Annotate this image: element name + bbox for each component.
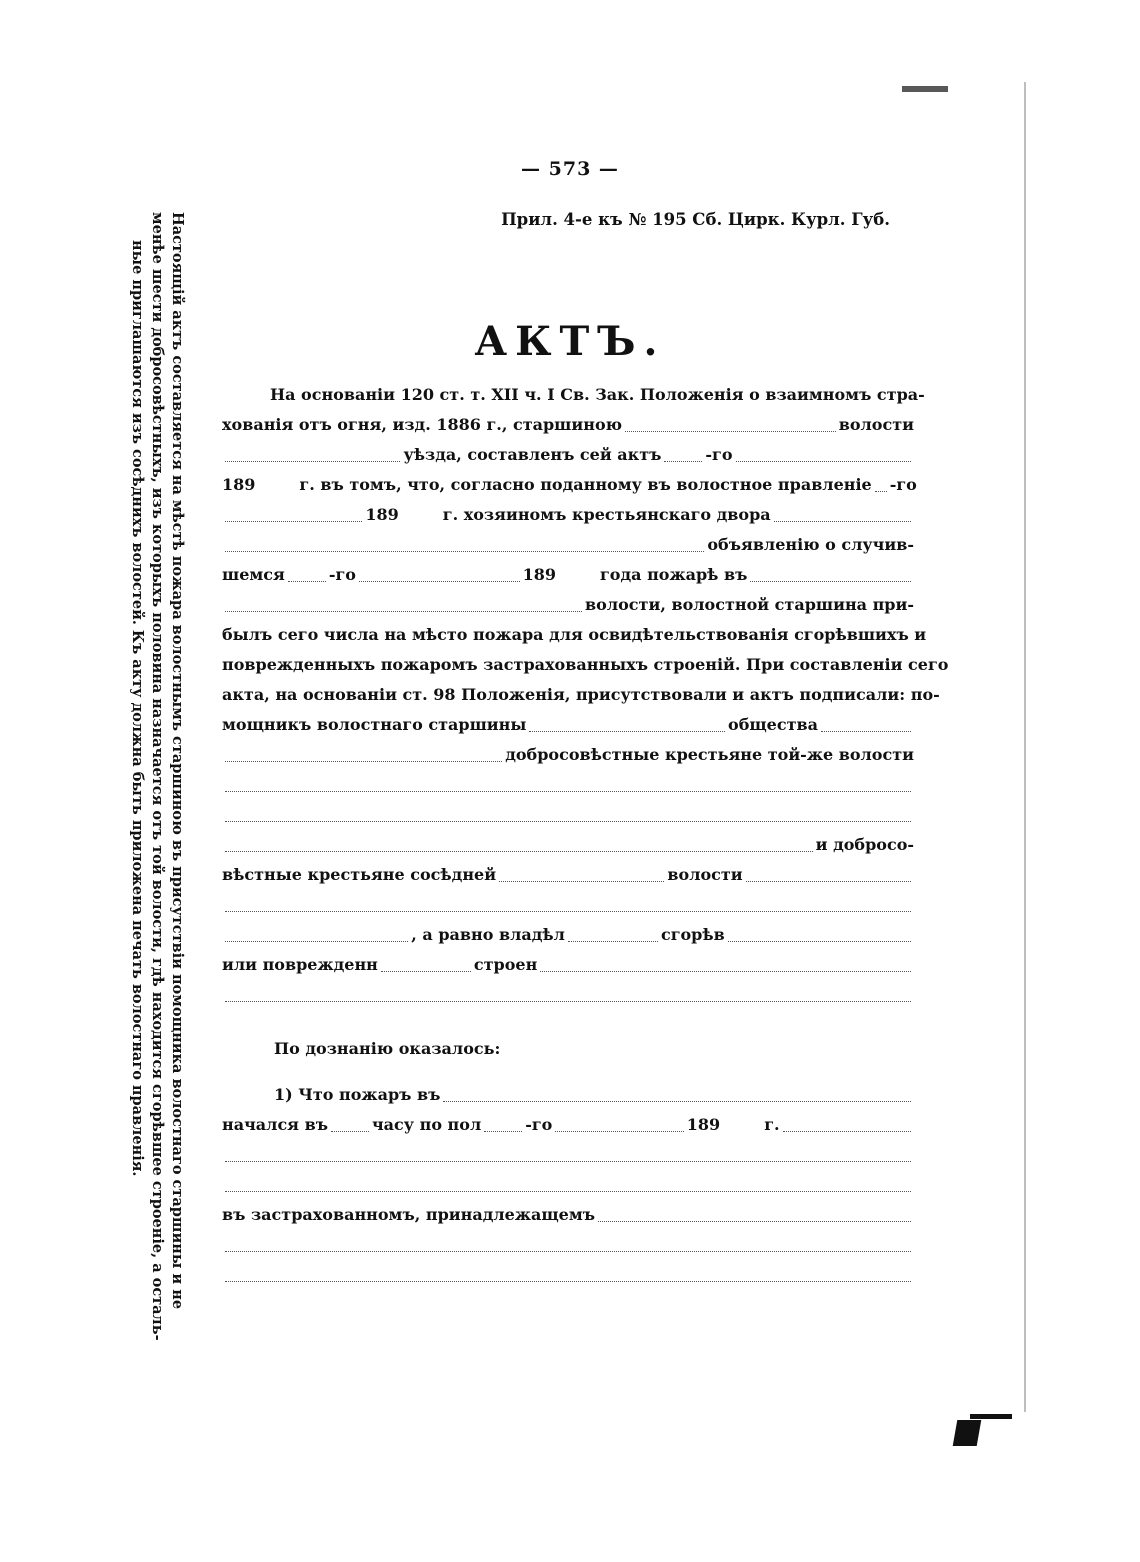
blank-field[interactable]	[736, 461, 911, 462]
blank-field[interactable]	[225, 791, 911, 792]
appendix-reference: Прил. 4-е къ № 195 Сб. Цирк. Курл. Губ.	[501, 210, 890, 229]
blank-field[interactable]	[821, 731, 911, 732]
text: часу по пол	[371, 1115, 482, 1134]
blank-field[interactable]	[225, 1251, 911, 1252]
form-line	[222, 1140, 914, 1170]
blank-field[interactable]	[288, 581, 326, 582]
blank-field[interactable]	[225, 1001, 911, 1002]
text: -го	[889, 475, 917, 494]
text: поврежденныхъ пожаромъ застрахованныхъ строеній. При составленіи сего	[222, 655, 949, 674]
blank-field[interactable]	[499, 881, 664, 882]
blank-field[interactable]	[225, 521, 362, 522]
form-line	[222, 470, 917, 500]
text: уѣзда, составленъ сей актъ	[403, 445, 662, 464]
form-line	[222, 770, 914, 800]
blank-field[interactable]	[331, 1131, 369, 1132]
text: добросовѣстные крестьяне той-же волости	[505, 745, 914, 764]
text: 189	[522, 565, 556, 584]
blank-field[interactable]	[783, 1131, 911, 1132]
blank-field[interactable]	[225, 1281, 911, 1282]
blank-field[interactable]	[664, 461, 702, 462]
text: сгорѣв	[660, 925, 725, 944]
blank-field[interactable]	[225, 911, 911, 912]
text: -го	[525, 1115, 553, 1134]
form-line	[222, 1110, 914, 1140]
text: г. въ томъ, что, согласно поданному въ волостное правленіе	[299, 475, 872, 494]
blank-field[interactable]	[225, 851, 813, 852]
text: и добросо-	[815, 835, 914, 854]
text: мощникъ волостнаго старшины	[222, 715, 527, 734]
text: въ застрахованномъ, принадлежащемъ	[222, 1205, 596, 1224]
text: волости, волостной старшина при-	[585, 595, 914, 614]
form-line	[222, 440, 914, 470]
blank-field[interactable]	[225, 461, 400, 462]
blank-field[interactable]	[381, 971, 471, 972]
text: строен	[473, 955, 538, 974]
blank-field[interactable]	[225, 611, 582, 612]
blank-field[interactable]	[774, 521, 911, 522]
blank-field[interactable]	[598, 1221, 911, 1222]
ink-blot	[953, 1420, 982, 1446]
ink-blot	[970, 1414, 1012, 1419]
text: По дознанію оказалось:	[274, 1039, 501, 1058]
text: г. хозяиномъ крестьянскаго двора	[442, 505, 771, 524]
margin-note-line: менѣе шести добросовѣстныхъ, изъ которыхъ половина назначается отъ той волости, гдѣ находится сгорѣвшее строеніе, а осталь-	[149, 212, 166, 1341]
form-line	[222, 560, 914, 590]
text: шемся	[222, 565, 285, 584]
margin-note-line: ные приглашаются изъ сосѣднихъ волостей. Къ акту должна быть приложена печать волостнаго правленія.	[129, 240, 146, 1177]
text: объявленію о случив-	[707, 535, 914, 554]
text: 189	[686, 1115, 721, 1134]
spacer	[222, 1010, 914, 1034]
spacer	[222, 1064, 914, 1080]
page-title: АКТЪ.	[474, 318, 666, 365]
text: или поврежденн	[222, 955, 378, 974]
form-line	[222, 920, 914, 950]
form-line	[222, 380, 925, 410]
blank-field[interactable]	[225, 551, 704, 552]
text: начался въ	[222, 1115, 328, 1134]
text: На основаніи 120 ст. т. XII ч. I Св. Зак. Положенія о взаимномъ стра-	[270, 385, 925, 404]
text: волости	[838, 415, 914, 434]
ink-blot	[902, 86, 948, 92]
text: г.	[764, 1115, 780, 1134]
form-line	[222, 1170, 914, 1200]
form-line	[222, 740, 914, 770]
form-line	[222, 500, 914, 530]
form-line	[222, 980, 914, 1010]
text: -го	[705, 445, 733, 464]
text: 189	[365, 505, 399, 524]
blank-field[interactable]	[875, 491, 887, 492]
blank-field[interactable]	[225, 1191, 911, 1192]
blank-field[interactable]	[443, 1101, 911, 1102]
blank-field[interactable]	[529, 731, 725, 732]
text: былъ сего числа на мѣсто пожара для освидѣтельствованія сгорѣвшихъ и	[222, 625, 927, 644]
text: хованія отъ огня, изд. 1886 г., старшиною	[222, 415, 623, 434]
form-line	[222, 590, 914, 620]
blank-field[interactable]	[555, 1131, 683, 1132]
margin-note-line: Настоящій актъ составляется на мѣстѣ пожара волостнымъ старшиною въ присутствіи помощника волостнаго старшины и не	[169, 212, 186, 1310]
form-line	[222, 1230, 914, 1260]
blank-field[interactable]	[484, 1131, 522, 1132]
act-form	[222, 380, 949, 1290]
blank-field[interactable]	[568, 941, 658, 942]
form-line	[222, 1200, 914, 1230]
blank-field[interactable]	[225, 761, 502, 762]
form-line	[222, 1260, 914, 1290]
text: 189	[222, 475, 256, 494]
form-line	[222, 650, 949, 680]
text: -го	[328, 565, 356, 584]
text: акта, на основаніи ст. 98 Положенія, присутствовали и актъ подписали: по-	[222, 685, 940, 704]
form-line	[222, 680, 940, 710]
form-line	[222, 860, 914, 890]
blank-field[interactable]	[225, 1161, 911, 1162]
form-line	[222, 530, 914, 560]
form-line	[222, 890, 914, 920]
text: волости	[667, 865, 743, 884]
blank-field[interactable]	[540, 971, 911, 972]
text: , а равно владѣл	[411, 925, 565, 944]
blank-field[interactable]	[225, 821, 911, 822]
blank-field[interactable]	[728, 941, 911, 942]
form-line	[222, 710, 914, 740]
text: общества	[728, 715, 818, 734]
blank-field[interactable]	[750, 581, 911, 582]
section-heading	[222, 1034, 914, 1064]
page-number: — 573 —	[521, 158, 619, 180]
form-line	[222, 830, 914, 860]
blank-field[interactable]	[746, 881, 911, 882]
form-line	[222, 950, 914, 980]
form-line	[222, 800, 914, 830]
form-line	[222, 1080, 914, 1110]
blank-field[interactable]	[225, 941, 408, 942]
page-edge	[1024, 82, 1032, 1412]
text: вѣстные крестьяне сосѣдней	[222, 865, 497, 884]
margin-note	[115, 212, 187, 1382]
blank-field[interactable]	[625, 431, 836, 432]
form-line	[222, 620, 927, 650]
text: года пожарѣ въ	[600, 565, 748, 584]
form-line	[222, 410, 914, 440]
blank-field[interactable]	[359, 581, 520, 582]
text: 1) Что пожаръ въ	[274, 1085, 441, 1104]
